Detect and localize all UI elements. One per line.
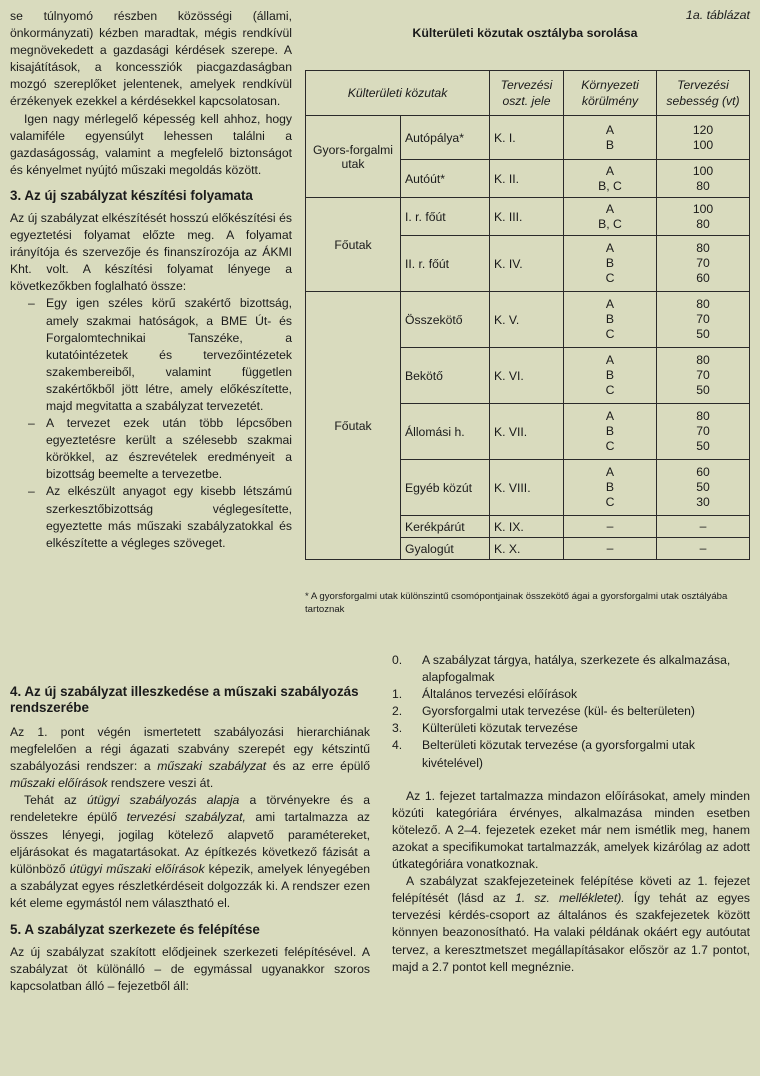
paragraph: Az 1. fejezet tartalmazza mindazon előírásokat, amely minden közúti kategóriára érvényes, alkalmazása minden esetben kötelező. A 2–4. fejezetek ezeket már nem ismétlik meg, hanem azokat a specifikumokat tartalmazzák, amelyek kizárólag az adott útkategóriára vonatkoznak. — [392, 788, 750, 872]
paragraph: Tehát az útügyi szabályozás alapja a törvényekre és a rendeletekre épülő tervezési szabályzat, ami tartalmazza az összes lényegi, jogilag kötelező alapvető paramétereket, eljárásokat és magatartásokat. Az építkezés következő fázisát a különböző útügyi műszaki előírások képezik, amelyek lényegében a szabályzat egyes részletkérdéseit dolgozzák ki. A rendszer ezen két eleme egymástól nem választható el. — [10, 793, 370, 910]
section-4-heading: 4. Az új szabályzat illeszkedése a műszaki szabályozás rendszerébe — [10, 684, 359, 715]
road-type-cell: Állomási h. — [401, 404, 490, 460]
class-cell: K. V. — [490, 292, 564, 348]
header-cell: Környezeti körülmény — [564, 71, 657, 116]
header-cell: Tervezési oszt. jele — [490, 71, 564, 116]
table-row — [306, 198, 750, 236]
road-type-cell: Egyéb közút — [401, 460, 490, 516]
class-cell: K. II. — [490, 160, 564, 198]
env-cell: A B, C — [564, 160, 657, 198]
left-column — [10, 8, 292, 552]
road-type-cell: Autóút* — [401, 160, 490, 198]
table-footnote: * A gyorsforgalmi utak különszintű csomópontjainak összekötő ágai a gyorsforgalmi utak osztályába tartoznak — [305, 591, 728, 615]
speed-cell: – — [657, 538, 750, 560]
section-5-heading: 5. A szabályzat szerkezete és felépítése — [10, 922, 260, 938]
speed-cell: 80 70 50 — [657, 292, 750, 348]
env-cell: A B, C — [564, 198, 657, 236]
speed-cell: 100 80 — [657, 160, 750, 198]
env-cell: A B C — [564, 404, 657, 460]
list-item: 4. Belterületi közutak tervezése (a gyorsforgalmi utak kivételével) — [392, 738, 695, 770]
table-row — [306, 292, 750, 348]
env-cell: – — [564, 538, 657, 560]
road-type-cell: I. r. főút — [401, 198, 490, 236]
list-item: 0. A szabályzat tárgya, hatálya, szerkezete és alkalmazása, alapfogalmak — [392, 653, 731, 685]
road-type-cell: II. r. főút — [401, 236, 490, 292]
env-cell: A B C — [564, 236, 657, 292]
list-item: – A tervezet ezek után több lépcsőben egyeztetésre került a szélesebb szakmai körökkel, az észrevételek eredményeit a bizottság beemelte a tervezetbe. — [10, 415, 292, 483]
list-item: – Az elkészült anyagot egy kisebb létszámú szerkesztőbizottság véglegesítette, egyeztette más műszaki szabályzatokkal és elkészítette a végleges szöveget. — [10, 483, 292, 551]
speed-cell: 120 100 — [657, 116, 750, 160]
speed-cell: 80 70 60 — [657, 236, 750, 292]
chapter-list — [392, 652, 750, 772]
list-item: 2. Gyorsforgalmi utak tervezése (kül- és belterületen) — [392, 704, 695, 719]
env-cell: A B — [564, 116, 657, 160]
paragraph: Igen nagy mérlegelő képesség kell ahhoz, hogy valamiféle egyensúlyt lehessen találni a gazdaságosság, valamint a megfelelő biztonságot és kényelmet nyújtó műszaki megoldás között. — [10, 111, 292, 177]
speed-cell: 60 50 30 — [657, 460, 750, 516]
section-3-heading: 3. Az új szabályzat készítési folyamata — [10, 187, 253, 203]
class-cell: K. IX. — [490, 516, 564, 538]
class-cell: K. I. — [490, 116, 564, 160]
road-type-cell: Összekötő — [401, 292, 490, 348]
paragraph: A szabályzat szakfejezeteinek felépítése követi az 1. fejezet felépítését (lásd az 1. sz. mellékletet). Így tehát az egyes tervezési kérdés-csoport az általános és szakfejezetek között könnyen beazonosítható. Ha valaki példának okáért egy autóutat tervez, a keresztmetszet megállapításakor először az 1.7 pontot, majd a 2.7 pontot kell megnéznie. — [392, 874, 750, 974]
speed-cell: 80 70 50 — [657, 348, 750, 404]
class-cell: K. VI. — [490, 348, 564, 404]
paragraph: Az új szabályzat szakított elődjeinek szerkezeti felépítésével. A szabályzat öt különálló – de egymással ugyanakkor szoros kapcsolatban álló – fejezetből áll: — [10, 945, 370, 994]
env-cell: A B C — [564, 292, 657, 348]
road-classification-table — [305, 70, 750, 560]
right-column — [392, 652, 750, 976]
road-type-cell: Bekötő — [401, 348, 490, 404]
road-type-cell: Autópálya* — [401, 116, 490, 160]
table-header-row — [306, 71, 750, 116]
class-cell: K. VII. — [490, 404, 564, 460]
paragraph: se túlnyomó részben közösségi (állami, önkormányzati) kézben maradtak, mégis rendkívül megnövekedett a gazdasági kérdések szerepe. A kisajátítások, a koncessziók piacgazdaságban mozgó szereplőket jelentenek, amelyek rendkívül érzékenyek ezekkel a kérdésekkel kapcsolatosan. — [10, 9, 292, 109]
list-item: – Egy igen széles körű szakértő bizottság, amely szakmai hatóságok, a BME Út- és Forgalomtechnikai Tanszéke, a kutatóintézetek és tervezőintézetek szakembereiből, valamint független szakértőkből jött létre, amely előkészítette, majd megvitatta a szabályzat tervezetét. — [10, 295, 292, 415]
table-row — [306, 116, 750, 160]
env-cell: A B C — [564, 348, 657, 404]
header-cell: Tervezési sebesség (vt) — [657, 71, 750, 116]
class-cell: K. IV. — [490, 236, 564, 292]
section-4 — [10, 684, 370, 995]
class-cell: K. X. — [490, 538, 564, 560]
class-cell: K. VIII. — [490, 460, 564, 516]
group-cell: Főutak — [306, 292, 401, 560]
paragraph: Az 1. pont végén ismertetett szabályozási hierarchiának megfelelően a régi ágazati szabvány szerepét egy kétszintű szabályozási rendszer: a műszaki szabályzat és az erre épülő műszaki előírások rendszere veszi át. — [10, 725, 370, 791]
process-list — [10, 295, 292, 551]
env-cell: – — [564, 516, 657, 538]
road-type-cell: Gyalogút — [401, 538, 490, 560]
env-cell: A B C — [564, 460, 657, 516]
list-item: 3. Külterületi közutak tervezése — [392, 721, 578, 736]
speed-cell: – — [657, 516, 750, 538]
speed-cell: 80 70 50 — [657, 404, 750, 460]
paragraph: Az új szabályzat elkészítését hosszú előkészítési és egyeztetési folyamat előzte meg. A folyamat irányítója és szervezője és finanszírozója az ÁKMI Kht. volt. A készítési folyamat lényege a következőkben foglalható össze: — [10, 210, 292, 294]
table-title: Külterületi közutak osztályba sorolása — [412, 26, 638, 40]
group-cell: Gyors-forgalmi utak — [306, 116, 401, 198]
header-cell: Külterületi közutak — [306, 71, 490, 116]
group-cell: Főutak — [306, 198, 401, 292]
speed-cell: 100 80 — [657, 198, 750, 236]
road-type-cell: Kerékpárút — [401, 516, 490, 538]
table-number: 1a. táblázat — [685, 8, 750, 22]
class-cell: K. III. — [490, 198, 564, 236]
list-item: 1. Általános tervezési előírások — [392, 687, 578, 702]
